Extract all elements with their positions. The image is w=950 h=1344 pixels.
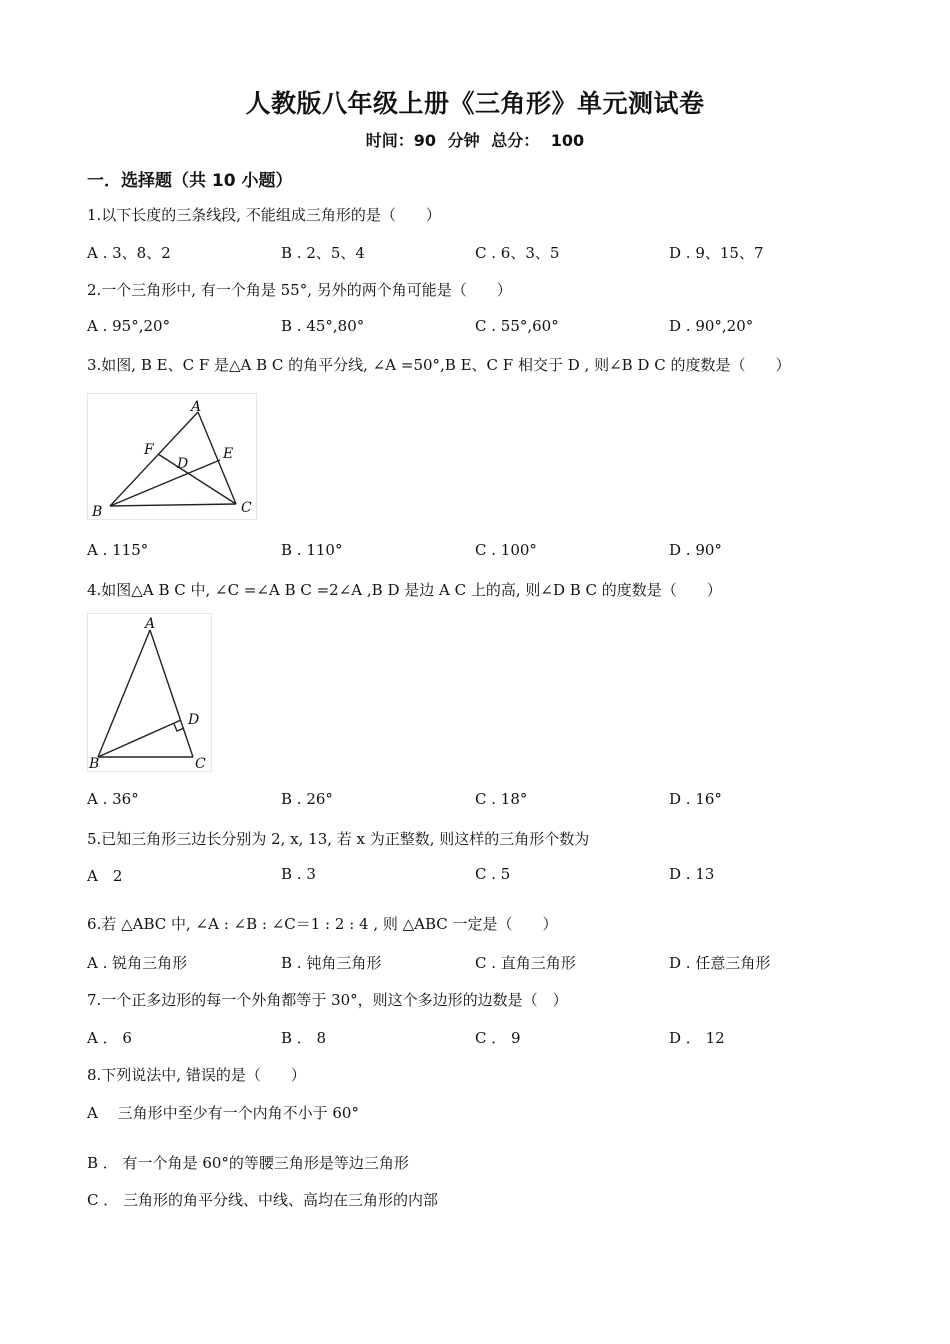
q7-option-a: A ． 6	[87, 1029, 132, 1047]
label-c: C	[241, 500, 252, 516]
figure-triangle-angle-bisectors	[87, 393, 257, 520]
q7-option-d: D ． 12	[669, 1029, 725, 1047]
question-7-stem: 7.一个正多边形的每一个外角都等于 30°，则这个多边形的边数是（ ）	[87, 991, 568, 1009]
q3-option-c: C . 100°	[475, 541, 537, 559]
q7-option-c: C ． 9	[475, 1029, 521, 1047]
page-title: 人教版八年级上册《三角形》单元测试卷	[245, 89, 705, 118]
q1-option-b: B . 2、5、4	[281, 244, 365, 262]
q2-option-d: D . 90°,20°	[669, 317, 754, 335]
q8-option-a: A 三角形中至少有一个内角不小于 60°	[87, 1104, 359, 1122]
section-heading: 一．选择题（共 10 小题）	[87, 171, 293, 191]
q5-option-d: D . 13	[669, 865, 715, 883]
q3-option-a: A . 115°	[87, 541, 149, 559]
q5-option-c: C . 5	[475, 865, 511, 883]
question-8-stem: 8.下列说法中, 错误的是（ ）	[87, 1066, 306, 1084]
q2-option-a: A . 95°,20°	[87, 317, 171, 335]
label-a: A	[145, 616, 156, 632]
exam-info: 时间：90 分钟 总分： 100	[365, 131, 585, 150]
q8-option-c: C ． 三角形的角平分线、中线、高均在三角形的内部	[87, 1191, 439, 1209]
q6-option-a: A . 锐角三角形	[87, 954, 188, 972]
question-5-stem: 5.已知三角形三边长分别为 2, x, 13, 若 x 为正整数, 则这样的三角形个数为	[87, 830, 590, 848]
question-3-stem: 3.如图, B E、C F 是△A B C 的角平分线, ∠A =50°,B E、C F 相交于 D , 则∠B D C 的度数是（ ）	[87, 356, 791, 374]
q4-option-d: D . 16°	[669, 790, 722, 808]
label-d: D	[177, 456, 189, 472]
label-a: A	[191, 399, 202, 415]
q5-option-b: B . 3	[281, 865, 316, 883]
label-e: E	[223, 446, 234, 462]
figure-triangle-altitude	[87, 613, 212, 772]
q2-option-c: C . 55°,60°	[475, 317, 559, 335]
q8-option-b: B ． 有一个角是 60°的等腰三角形是等边三角形	[87, 1154, 409, 1172]
q6-option-b: B . 钝角三角形	[281, 954, 382, 972]
label-b: B	[89, 756, 100, 771]
q4-option-b: B . 26°	[281, 790, 333, 808]
question-6-stem: 6.若 △ABC 中, ∠A : ∠B : ∠C＝1 : 2 : 4 , 则 △ABC 一定是（ ）	[87, 915, 558, 933]
q1-option-a: A . 3、8、2	[87, 244, 171, 262]
q7-option-b: B ． 8	[281, 1029, 327, 1047]
label-c: C	[195, 756, 206, 771]
q4-option-a: A . 36°	[87, 790, 139, 808]
label-b: B	[92, 504, 103, 519]
label-d: D	[188, 712, 200, 728]
q4-option-c: C . 18°	[475, 790, 528, 808]
q1-option-c: C . 6、3、5	[475, 244, 560, 262]
q6-option-d: D . 任意三角形	[669, 954, 771, 972]
question-1-stem: 1.以下长度的三条线段, 不能组成三角形的是（ ）	[87, 206, 441, 224]
label-f: F	[144, 442, 154, 458]
q3-option-b: B . 110°	[281, 541, 343, 559]
question-4-stem: 4.如图△A B C 中, ∠C =∠A B C =2∠A ,B D 是边 A C 上的高, 则∠D B C 的度数是（ ）	[87, 581, 722, 599]
q3-option-d: D . 90°	[669, 541, 722, 559]
question-2-stem: 2.一个三角形中, 有一个角是 55°, 另外的两个角可能是（ ）	[87, 281, 512, 299]
q6-option-c: C . 直角三角形	[475, 954, 576, 972]
q2-option-b: B . 45°,80°	[281, 317, 365, 335]
q5-option-a: A 2	[87, 867, 123, 885]
q1-option-d: D . 9、15、7	[669, 244, 764, 262]
